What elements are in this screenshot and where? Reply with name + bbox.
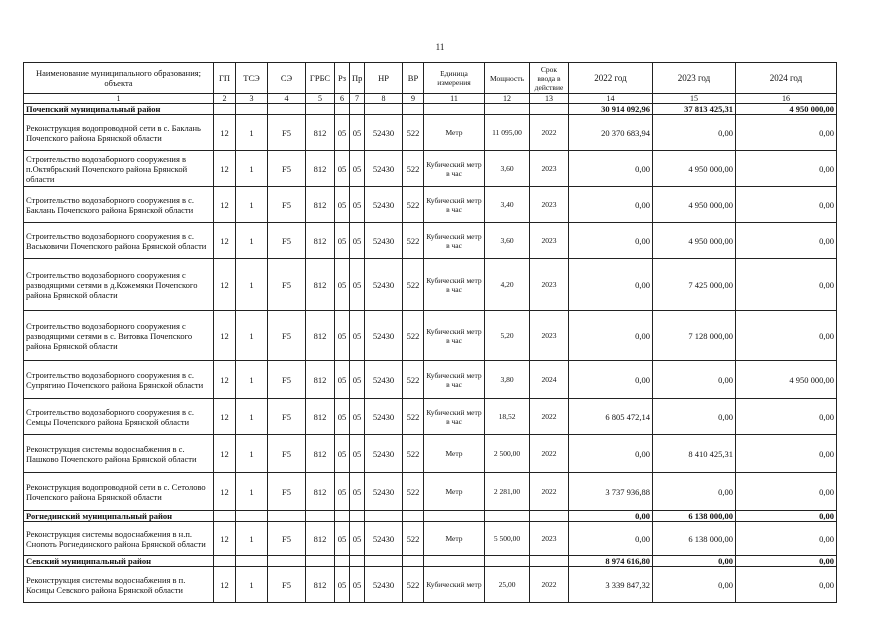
object-name-cell: Строительство водозаборного сооружения в п.Октябрьский Почепского района Брянской области: [24, 151, 214, 187]
header-pr: Пр: [350, 63, 365, 94]
capacity-cell: 4,20: [485, 259, 530, 311]
amount-2023-cell: 0,00: [653, 361, 736, 399]
empty-cell: [214, 511, 236, 522]
table-row: [24, 151, 837, 187]
unit-cell: Кубический метр в час: [424, 399, 485, 435]
empty-cell: [350, 511, 365, 522]
unit-cell: Кубический метр в час: [424, 223, 485, 259]
object-name-cell: Строительство водозаборного сооружения в с. Баклань Почепского района Брянской области: [24, 187, 214, 223]
table-row: [24, 435, 837, 473]
term-cell: 2022: [530, 567, 569, 603]
term-cell: 2022: [530, 473, 569, 511]
unit-cell: Метр: [424, 473, 485, 511]
amount-2023-cell: 6 138 000,00: [653, 522, 736, 556]
se-cell: F5: [268, 567, 306, 603]
empty-cell: [350, 556, 365, 567]
pr-cell: 05: [350, 399, 365, 435]
district-total-2022: 0,00: [569, 511, 653, 522]
se-cell: F5: [268, 311, 306, 361]
empty-cell: [335, 511, 350, 522]
capacity-cell: 2 500,00: [485, 435, 530, 473]
district-name: Почепский муниципальный район: [24, 104, 214, 115]
header-2023: 2023 год: [653, 63, 736, 94]
object-name-cell: Реконструкция водопроводной сети в с. Баклань Почепского района Брянской области: [24, 115, 214, 151]
column-number: 8: [365, 94, 403, 104]
column-number: 7: [350, 94, 365, 104]
district-row: [24, 556, 837, 567]
gp-cell: 12: [214, 115, 236, 151]
tse-cell: 1: [236, 435, 268, 473]
district-total-2022: 8 974 616,80: [569, 556, 653, 567]
gp-cell: 12: [214, 223, 236, 259]
capacity-cell: 5 500,00: [485, 522, 530, 556]
vr-cell: 522: [403, 399, 424, 435]
tse-cell: 1: [236, 223, 268, 259]
pr-cell: 05: [350, 223, 365, 259]
vr-cell: 522: [403, 259, 424, 311]
grbs-cell: 812: [306, 399, 335, 435]
capacity-cell: 3,60: [485, 223, 530, 259]
amount-2023-cell: 4 950 000,00: [653, 187, 736, 223]
amount-2024-cell: 0,00: [736, 311, 837, 361]
table-row: [24, 259, 837, 311]
amount-2023-cell: 0,00: [653, 115, 736, 151]
header-row: [24, 63, 837, 94]
district-name: Рогнединский муниципальный район: [24, 511, 214, 522]
district-row: [24, 104, 837, 115]
gp-cell: 12: [214, 361, 236, 399]
empty-cell: [424, 556, 485, 567]
term-cell: 2022: [530, 399, 569, 435]
tse-cell: 1: [236, 259, 268, 311]
gp-cell: 12: [214, 259, 236, 311]
se-cell: F5: [268, 187, 306, 223]
tse-cell: 1: [236, 115, 268, 151]
column-number: 6: [335, 94, 350, 104]
empty-cell: [365, 104, 403, 115]
unit-cell: Кубический метр в час: [424, 361, 485, 399]
grbs-cell: 812: [306, 115, 335, 151]
table-row: [24, 522, 837, 556]
empty-cell: [485, 511, 530, 522]
term-cell: 2023: [530, 187, 569, 223]
nr-cell: 52430: [365, 115, 403, 151]
column-number: 15: [653, 94, 736, 104]
rz-cell: 05: [335, 151, 350, 187]
object-name-cell: Реконструкция водопроводной сети в с. Сетолово Почепского района Брянской области: [24, 473, 214, 511]
amount-2023-cell: 4 950 000,00: [653, 223, 736, 259]
amount-2022-cell: 0,00: [569, 311, 653, 361]
amount-2024-cell: 0,00: [736, 399, 837, 435]
grbs-cell: 812: [306, 259, 335, 311]
vr-cell: 522: [403, 151, 424, 187]
capacity-cell: 3,80: [485, 361, 530, 399]
nr-cell: 52430: [365, 567, 403, 603]
nr-cell: 52430: [365, 473, 403, 511]
table-row: [24, 361, 837, 399]
se-cell: F5: [268, 435, 306, 473]
se-cell: F5: [268, 522, 306, 556]
term-cell: 2023: [530, 223, 569, 259]
term-cell: 2022: [530, 435, 569, 473]
grbs-cell: 812: [306, 311, 335, 361]
amount-2024-cell: 0,00: [736, 473, 837, 511]
tse-cell: 1: [236, 187, 268, 223]
grbs-cell: 812: [306, 151, 335, 187]
empty-cell: [530, 104, 569, 115]
district-total-2024: 0,00: [736, 511, 837, 522]
grbs-cell: 812: [306, 435, 335, 473]
vr-cell: 522: [403, 473, 424, 511]
grbs-cell: 812: [306, 522, 335, 556]
nr-cell: 52430: [365, 223, 403, 259]
empty-cell: [530, 511, 569, 522]
amount-2024-cell: 0,00: [736, 567, 837, 603]
empty-cell: [214, 104, 236, 115]
rz-cell: 05: [335, 259, 350, 311]
amount-2024-cell: 0,00: [736, 151, 837, 187]
amount-2022-cell: 6 805 472,14: [569, 399, 653, 435]
nr-cell: 52430: [365, 522, 403, 556]
column-number: 1: [24, 94, 214, 104]
empty-cell: [485, 104, 530, 115]
column-number: 5: [306, 94, 335, 104]
gp-cell: 12: [214, 435, 236, 473]
empty-cell: [350, 104, 365, 115]
amount-2022-cell: 0,00: [569, 151, 653, 187]
empty-cell: [335, 556, 350, 567]
se-cell: F5: [268, 473, 306, 511]
column-number: 4: [268, 94, 306, 104]
empty-cell: [306, 104, 335, 115]
pr-cell: 05: [350, 311, 365, 361]
empty-cell: [365, 511, 403, 522]
rz-cell: 05: [335, 187, 350, 223]
pr-cell: 05: [350, 522, 365, 556]
amount-2024-cell: 4 950 000,00: [736, 361, 837, 399]
table-row: [24, 567, 837, 603]
amount-2024-cell: 0,00: [736, 435, 837, 473]
term-cell: 2023: [530, 151, 569, 187]
column-number: 2: [214, 94, 236, 104]
unit-cell: Кубический метр в час: [424, 311, 485, 361]
empty-cell: [485, 556, 530, 567]
empty-cell: [530, 556, 569, 567]
pr-cell: 05: [350, 567, 365, 603]
capacity-cell: 25,00: [485, 567, 530, 603]
table-body: [24, 104, 837, 603]
term-cell: 2023: [530, 259, 569, 311]
pr-cell: 05: [350, 115, 365, 151]
unit-cell: Кубический метр в час: [424, 259, 485, 311]
amount-2023-cell: 0,00: [653, 399, 736, 435]
amount-2024-cell: 0,00: [736, 259, 837, 311]
nr-cell: 52430: [365, 187, 403, 223]
term-cell: 2022: [530, 115, 569, 151]
amount-2024-cell: 0,00: [736, 115, 837, 151]
object-name-cell: Строительство водозаборного сооружения в с. Семцы Почепского района Брянской области: [24, 399, 214, 435]
header-tse: ТСЭ: [236, 63, 268, 94]
object-name-cell: Строительство водозаборного сооружения в с. Васьковичи Почепского района Брянской области: [24, 223, 214, 259]
pr-cell: 05: [350, 151, 365, 187]
amount-2023-cell: 8 410 425,31: [653, 435, 736, 473]
se-cell: F5: [268, 259, 306, 311]
se-cell: F5: [268, 223, 306, 259]
tse-cell: 1: [236, 151, 268, 187]
amount-2022-cell: 0,00: [569, 223, 653, 259]
object-name-cell: Строительство водозаборного сооружения с разводящими сетями в с. Витовка Почепского района Брянской области: [24, 311, 214, 361]
nr-cell: 52430: [365, 399, 403, 435]
district-total-2024: 0,00: [736, 556, 837, 567]
capacity-cell: 11 095,00: [485, 115, 530, 151]
district-total-2024: 4 950 000,00: [736, 104, 837, 115]
empty-cell: [403, 104, 424, 115]
header-gp: ГП: [214, 63, 236, 94]
nr-cell: 52430: [365, 361, 403, 399]
vr-cell: 522: [403, 311, 424, 361]
district-total-2023: 37 813 425,31: [653, 104, 736, 115]
rz-cell: 05: [335, 567, 350, 603]
rz-cell: 05: [335, 435, 350, 473]
empty-cell: [424, 104, 485, 115]
vr-cell: 522: [403, 435, 424, 473]
nr-cell: 52430: [365, 435, 403, 473]
column-number: 3: [236, 94, 268, 104]
term-cell: 2023: [530, 311, 569, 361]
amount-2023-cell: 0,00: [653, 473, 736, 511]
empty-cell: [268, 556, 306, 567]
grbs-cell: 812: [306, 567, 335, 603]
nr-cell: 52430: [365, 151, 403, 187]
amount-2022-cell: 3 737 936,88: [569, 473, 653, 511]
unit-cell: Метр: [424, 115, 485, 151]
vr-cell: 522: [403, 522, 424, 556]
empty-cell: [306, 556, 335, 567]
amount-2024-cell: 0,00: [736, 187, 837, 223]
tse-cell: 1: [236, 361, 268, 399]
object-name-cell: Строительство водозаборного сооружения в с. Супрягино Почепского района Брянской области: [24, 361, 214, 399]
se-cell: F5: [268, 151, 306, 187]
unit-cell: Метр: [424, 435, 485, 473]
header-rz: Рз: [335, 63, 350, 94]
header-se: СЭ: [268, 63, 306, 94]
gp-cell: 12: [214, 473, 236, 511]
tse-cell: 1: [236, 567, 268, 603]
grbs-cell: 812: [306, 187, 335, 223]
capacity-cell: 18,52: [485, 399, 530, 435]
empty-cell: [403, 511, 424, 522]
header-term: Срок ввода в действие: [530, 63, 569, 94]
header-vr: ВР: [403, 63, 424, 94]
header-nr: НР: [365, 63, 403, 94]
vr-cell: 522: [403, 115, 424, 151]
district-row: [24, 511, 837, 522]
capacity-cell: 2 281,00: [485, 473, 530, 511]
amount-2022-cell: 0,00: [569, 361, 653, 399]
pr-cell: 05: [350, 259, 365, 311]
table-row: [24, 473, 837, 511]
se-cell: F5: [268, 361, 306, 399]
amount-2022-cell: 0,00: [569, 435, 653, 473]
rz-cell: 05: [335, 311, 350, 361]
rz-cell: 05: [335, 115, 350, 151]
gp-cell: 12: [214, 187, 236, 223]
object-name-cell: Реконструкция системы водоснабжения в с. Пашково Почепского района Брянской области: [24, 435, 214, 473]
grbs-cell: 812: [306, 473, 335, 511]
column-number: 13: [530, 94, 569, 104]
vr-cell: 522: [403, 187, 424, 223]
gp-cell: 12: [214, 399, 236, 435]
amount-2022-cell: 3 339 847,32: [569, 567, 653, 603]
column-number: 11: [424, 94, 485, 104]
tse-cell: 1: [236, 473, 268, 511]
empty-cell: [306, 511, 335, 522]
district-total-2022: 30 914 092,96: [569, 104, 653, 115]
amount-2023-cell: 0,00: [653, 567, 736, 603]
se-cell: F5: [268, 115, 306, 151]
amount-2023-cell: 4 950 000,00: [653, 151, 736, 187]
table-row: [24, 187, 837, 223]
header-name: Наименование муниципального образования; объекта: [24, 63, 214, 94]
grbs-cell: 812: [306, 361, 335, 399]
header-2024: 2024 год: [736, 63, 837, 94]
rz-cell: 05: [335, 473, 350, 511]
tse-cell: 1: [236, 399, 268, 435]
table-row: [24, 115, 837, 151]
empty-cell: [236, 104, 268, 115]
pr-cell: 05: [350, 361, 365, 399]
vr-cell: 522: [403, 567, 424, 603]
district-name: Севский муниципальный район: [24, 556, 214, 567]
object-name-cell: Строительство водозаборного сооружения с разводящими сетями в д.Кожемяки Почепского района Брянской области: [24, 259, 214, 311]
empty-cell: [268, 104, 306, 115]
header-unit: Единица измерения: [424, 63, 485, 94]
empty-cell: [365, 556, 403, 567]
amount-2023-cell: 7 128 000,00: [653, 311, 736, 361]
tse-cell: 1: [236, 311, 268, 361]
term-cell: 2024: [530, 361, 569, 399]
amount-2024-cell: 0,00: [736, 522, 837, 556]
rz-cell: 05: [335, 223, 350, 259]
gp-cell: 12: [214, 311, 236, 361]
nr-cell: 52430: [365, 259, 403, 311]
capacity-cell: 5,20: [485, 311, 530, 361]
unit-cell: Метр: [424, 522, 485, 556]
empty-cell: [268, 511, 306, 522]
amount-2022-cell: 0,00: [569, 187, 653, 223]
district-total-2023: 6 138 000,00: [653, 511, 736, 522]
table-row: [24, 399, 837, 435]
table-row: [24, 311, 837, 361]
empty-cell: [403, 556, 424, 567]
gp-cell: 12: [214, 522, 236, 556]
empty-cell: [335, 104, 350, 115]
tse-cell: 1: [236, 522, 268, 556]
unit-cell: Кубический метр в час: [424, 151, 485, 187]
column-number: 12: [485, 94, 530, 104]
capacity-cell: 3,40: [485, 187, 530, 223]
district-total-2023: 0,00: [653, 556, 736, 567]
header-grbs: ГРБС: [306, 63, 335, 94]
nr-cell: 52430: [365, 311, 403, 361]
rz-cell: 05: [335, 399, 350, 435]
object-name-cell: Реконструкция системы водоснабжения в н.п. Снопоть Рогнединского района Брянской области: [24, 522, 214, 556]
gp-cell: 12: [214, 567, 236, 603]
pr-cell: 05: [350, 473, 365, 511]
column-number-row: [24, 94, 837, 104]
amount-2022-cell: 0,00: [569, 522, 653, 556]
amount-2022-cell: 0,00: [569, 259, 653, 311]
column-number: 14: [569, 94, 653, 104]
empty-cell: [424, 511, 485, 522]
empty-cell: [236, 511, 268, 522]
header-capacity: Мощность: [485, 63, 530, 94]
gp-cell: 12: [214, 151, 236, 187]
pr-cell: 05: [350, 187, 365, 223]
pr-cell: 05: [350, 435, 365, 473]
table-row: [24, 223, 837, 259]
amount-2022-cell: 20 370 683,94: [569, 115, 653, 151]
rz-cell: 05: [335, 522, 350, 556]
vr-cell: 522: [403, 223, 424, 259]
budget-table: [23, 62, 837, 603]
empty-cell: [236, 556, 268, 567]
header-2022: 2022 год: [569, 63, 653, 94]
page-number: 11: [435, 42, 445, 52]
rz-cell: 05: [335, 361, 350, 399]
capacity-cell: 3,60: [485, 151, 530, 187]
column-number: 9: [403, 94, 424, 104]
column-number: 16: [736, 94, 837, 104]
se-cell: F5: [268, 399, 306, 435]
unit-cell: Кубический метр: [424, 567, 485, 603]
unit-cell: Кубический метр в час: [424, 187, 485, 223]
term-cell: 2023: [530, 522, 569, 556]
empty-cell: [214, 556, 236, 567]
vr-cell: 522: [403, 361, 424, 399]
object-name-cell: Реконструкция системы водоснабжения в п. Косицы Севского района Брянской области: [24, 567, 214, 603]
amount-2024-cell: 0,00: [736, 223, 837, 259]
amount-2023-cell: 7 425 000,00: [653, 259, 736, 311]
grbs-cell: 812: [306, 223, 335, 259]
